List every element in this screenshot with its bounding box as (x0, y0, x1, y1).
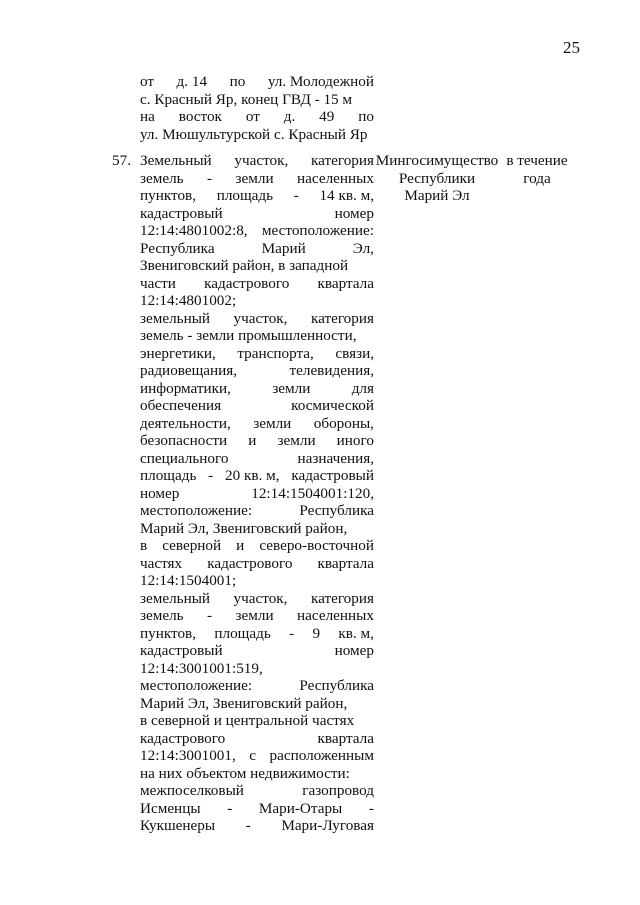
word: кадастровый (291, 467, 374, 484)
word: Республика (140, 239, 215, 257)
description-line (140, 730, 374, 748)
word: - (207, 607, 213, 624)
holder-line: Марий Эл (404, 187, 470, 204)
word: номер (140, 484, 180, 502)
word: квартала (317, 729, 374, 747)
description-line (140, 275, 374, 293)
word: 20 кв. м, (225, 467, 280, 484)
description-line (140, 572, 374, 590)
holder-line: Мингосимущество (375, 152, 499, 169)
word: участок, (233, 589, 288, 607)
word: телевидения, (289, 362, 374, 379)
page-number: 25 (563, 38, 580, 57)
word: назначения, (297, 449, 374, 467)
word: д. (283, 108, 296, 125)
word: на них объектом недвижимости: (140, 764, 350, 782)
word: 12:14:3001001:519, (140, 659, 263, 677)
description-line (140, 170, 374, 188)
word: ул. Молодежной (267, 73, 374, 90)
word: Марий (261, 239, 306, 257)
continuation-line (140, 91, 374, 109)
word: Республика (299, 677, 374, 694)
word: Исменцы (140, 799, 201, 817)
word: северо-восточной (259, 537, 374, 554)
description-line (140, 345, 374, 363)
word: по (229, 73, 246, 90)
word: северной (162, 537, 222, 554)
word: 49 (319, 108, 335, 125)
description-line (140, 450, 374, 468)
word: участок, (234, 152, 289, 169)
word: 12:14:4801002:8, (140, 222, 248, 239)
word: пунктов, (140, 624, 197, 642)
description-line (140, 502, 374, 520)
word: радиовещания, (140, 362, 238, 379)
term-line (498, 170, 576, 188)
word: земель (140, 607, 184, 624)
description-line (140, 432, 374, 450)
word: местоположение: (261, 222, 374, 239)
word: - (245, 817, 251, 834)
word: 14 кв. м, (319, 187, 374, 204)
word: - (289, 624, 295, 642)
word: газопровод (302, 782, 374, 799)
word: Мари-Луговая (281, 817, 374, 834)
word: - (293, 187, 299, 204)
word: местоположение: (140, 502, 253, 519)
word: пунктов, (140, 187, 197, 204)
word: категория (310, 589, 374, 607)
word: связи, (335, 344, 374, 362)
word: 12:14:1504001:120, (251, 484, 374, 502)
word: в северной и центральной частях (140, 712, 355, 729)
description-line (140, 327, 374, 345)
word: д. 14 (176, 73, 208, 90)
word: земельный (140, 589, 211, 607)
word: участок, (233, 309, 288, 327)
word: частях (140, 554, 183, 572)
term-line (498, 152, 576, 170)
word: номер (334, 642, 374, 659)
word: 12:14:4801002; (140, 292, 237, 309)
word: Марий Эл, Звениговский район, (140, 694, 348, 712)
word: специального (140, 449, 229, 467)
word: - (227, 799, 233, 817)
description-line (140, 590, 374, 608)
description-line (140, 205, 374, 223)
description-line (140, 660, 374, 678)
description-line (140, 537, 374, 555)
word: населенных (297, 607, 374, 624)
description-line (140, 240, 374, 258)
word: номер (334, 204, 374, 222)
word: населенных (297, 169, 374, 187)
description-line (140, 222, 374, 240)
description-line (140, 765, 374, 783)
description-line (140, 415, 374, 433)
description-line (140, 152, 374, 170)
word: кадастровый (140, 204, 223, 222)
word: космической (291, 397, 374, 414)
word: ул. Мюшультурской с. Красный Яр (140, 125, 368, 143)
word: земли (235, 607, 274, 624)
word: 9 (312, 624, 321, 642)
word: в течение (506, 152, 568, 169)
description-line (140, 555, 374, 573)
word: - (368, 799, 374, 817)
description-line (140, 380, 374, 398)
continuation-line (140, 73, 374, 91)
word: восток (178, 108, 222, 125)
word: кадастрового (140, 729, 226, 747)
word: информатики, (140, 379, 231, 397)
continuation-line (140, 108, 374, 126)
description-line (140, 467, 374, 485)
description-line (140, 677, 374, 695)
word: в (140, 537, 148, 554)
continuation-line (140, 126, 374, 144)
word: земельный (140, 309, 211, 327)
word: площадь (216, 187, 274, 204)
description-line (140, 257, 374, 275)
word: и (248, 432, 257, 449)
description-line (140, 187, 374, 205)
word: площадь (140, 467, 197, 484)
word: земли (272, 379, 311, 397)
word: Земельный (140, 152, 212, 169)
word: расположенным (269, 747, 374, 764)
word: иного (336, 432, 374, 449)
word: площадь (214, 624, 271, 642)
word: транспорта, (237, 344, 314, 362)
word: для (351, 379, 374, 397)
description-line (140, 782, 374, 800)
word: местоположение: (140, 677, 253, 694)
word: Республика (299, 502, 374, 519)
word: с (249, 747, 257, 764)
property-description (140, 152, 374, 835)
word: земель - земли промышленности, (140, 327, 357, 344)
word: Мари-Отары (258, 799, 343, 817)
word: земель (140, 169, 184, 187)
description-line (140, 607, 374, 625)
word: земли (253, 414, 292, 432)
description-line (140, 642, 374, 660)
word: обеспечения (140, 397, 222, 414)
word: безопасности (140, 432, 228, 449)
word: от (140, 73, 155, 90)
continuation-text (140, 73, 374, 143)
word: года (523, 169, 551, 187)
word: кадастровый (140, 642, 223, 659)
row-number: 57. (112, 152, 131, 169)
word: земли (235, 169, 274, 187)
word: кв. м, (338, 624, 374, 642)
word: 12:14:1504001; (140, 572, 237, 589)
word: Звениговский район, в западной (140, 257, 349, 274)
description-line (140, 310, 374, 328)
word: земли (277, 432, 316, 449)
description-line (140, 625, 374, 643)
word: части (140, 274, 176, 292)
word: квартала (317, 554, 374, 572)
word: - (208, 467, 214, 484)
word: - (207, 169, 213, 187)
word: с. Красный Яр, конец ГВД - 15 м (140, 90, 353, 108)
word: по (358, 108, 374, 125)
word: от (245, 108, 260, 125)
word: 12:14:3001001, (140, 747, 236, 764)
description-line (140, 747, 374, 765)
word: Кукшенеры (140, 817, 216, 834)
description-line (140, 397, 374, 415)
word: деятельности, (140, 414, 231, 432)
word: обороны, (313, 414, 374, 432)
description-line (140, 817, 374, 835)
word: кадастрового (207, 554, 293, 572)
transfer-term (498, 152, 576, 187)
rights-holder (375, 152, 499, 205)
word: квартала (317, 274, 374, 292)
description-line (140, 292, 374, 310)
holder-line: Республики (398, 169, 476, 187)
word: Эл, (352, 239, 374, 257)
description-line (140, 800, 374, 818)
description-line (140, 520, 374, 538)
description-line (140, 712, 374, 730)
word: и (236, 537, 245, 554)
word: категория (310, 152, 374, 169)
description-line (140, 695, 374, 713)
word: на (140, 108, 155, 125)
word: энергетики, (140, 344, 216, 362)
word: категория (310, 309, 374, 327)
word: Марий Эл, Звениговский район, (140, 519, 348, 537)
word: кадастрового (204, 274, 290, 292)
word: межпоселковый (140, 782, 244, 799)
description-line (140, 362, 374, 380)
description-line (140, 485, 374, 503)
